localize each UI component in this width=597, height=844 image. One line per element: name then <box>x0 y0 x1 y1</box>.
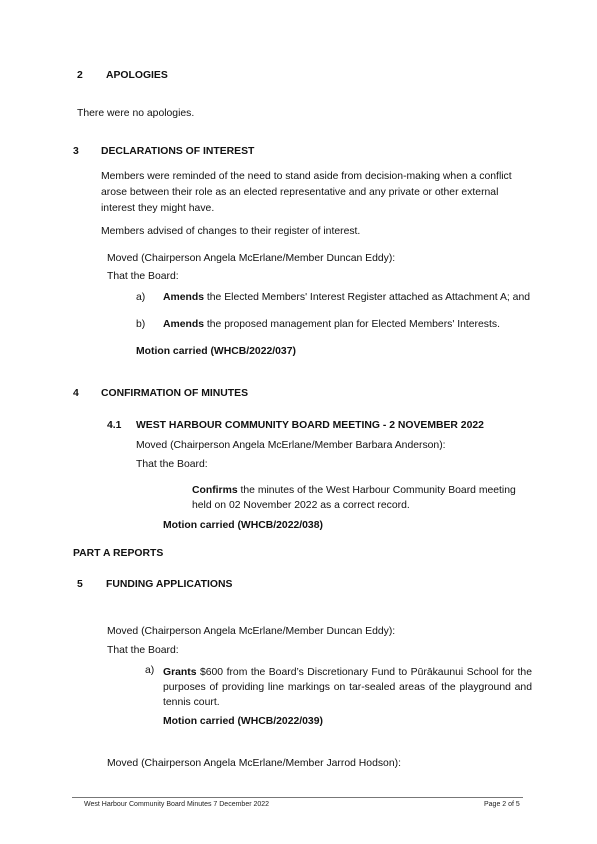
page-number: Page 2 of 5 <box>484 801 520 808</box>
part-heading: PART A REPORTS <box>73 548 164 559</box>
footer-divider <box>72 797 523 798</box>
section-heading: FUNDING APPLICATIONS <box>106 579 233 590</box>
moved-line: Moved (Chairperson Angela McErlane/Member Duncan Eddy): <box>107 626 396 637</box>
section-heading: DECLARATIONS OF INTEREST <box>101 146 255 157</box>
list-item-text: $600 from the Board’s Discretionary Fund to Pūrākaunui School for the purposes of providing line markings on tar-sealed areas of the playground and tennis court. <box>163 667 532 708</box>
list-item-text: the proposed management plan for Elected Members' Interests. <box>204 319 500 330</box>
subsection-heading: WEST HARBOUR COMMUNITY BOARD MEETING - 2 NOVEMBER 2022 <box>136 420 484 431</box>
list-item <box>163 319 500 330</box>
resolution-rest: the minutes of the West Harbour Community Board meeting held on 02 November 2022 as a correct record. <box>192 485 516 511</box>
list-item-bold: Amends <box>163 319 204 330</box>
section-heading: APOLOGIES <box>106 70 168 81</box>
moved-line: Moved (Chairperson Angela McErlane/Member Jarrod Hodson): <box>107 758 401 769</box>
subsection-number: 4.1 <box>107 420 122 431</box>
list-item-letter: b) <box>136 319 146 330</box>
section-number: 5 <box>77 579 83 590</box>
resolution-intro: That the Board: <box>136 459 208 470</box>
list-item-letter: a) <box>145 665 155 676</box>
section-number: 3 <box>73 146 79 157</box>
paragraph: Members advised of changes to their register of interest. <box>101 226 361 237</box>
resolution-bold: Confirms <box>192 485 238 496</box>
paragraph: There were no apologies. <box>77 108 195 119</box>
section-number: 4 <box>73 388 79 399</box>
motion-carried: Motion carried (WHCB/2022/038) <box>163 520 323 531</box>
list-item <box>163 665 532 710</box>
resolution-intro: That the Board: <box>107 645 179 656</box>
resolution-text <box>192 483 532 513</box>
motion-carried: Motion carried (WHCB/2022/039) <box>163 716 323 727</box>
motion-carried: Motion carried (WHCB/2022/037) <box>136 346 296 357</box>
section-number: 2 <box>77 70 83 81</box>
paragraph: Members were reminded of the need to stand aside from decision-making when a conflict arose between their role as an elected representative and any private or other external interest they might have. <box>101 171 512 214</box>
moved-line: Moved (Chairperson Angela McErlane/Member Barbara Anderson): <box>136 440 446 451</box>
resolution-intro: That the Board: <box>107 271 179 282</box>
moved-line: Moved (Chairperson Angela McErlane/Member Duncan Eddy): <box>107 253 396 264</box>
list-item-letter: a) <box>136 292 146 303</box>
list-item-bold: Grants <box>163 667 197 678</box>
section-heading: CONFIRMATION OF MINUTES <box>101 388 248 399</box>
list-item-text: the Elected Members' Interest Register attached as Attachment A; and <box>204 292 531 303</box>
list-item <box>163 292 530 303</box>
list-item-bold: Amends <box>163 292 204 303</box>
footer-title: West Harbour Community Board Minutes 7 December 2022 <box>84 801 270 808</box>
